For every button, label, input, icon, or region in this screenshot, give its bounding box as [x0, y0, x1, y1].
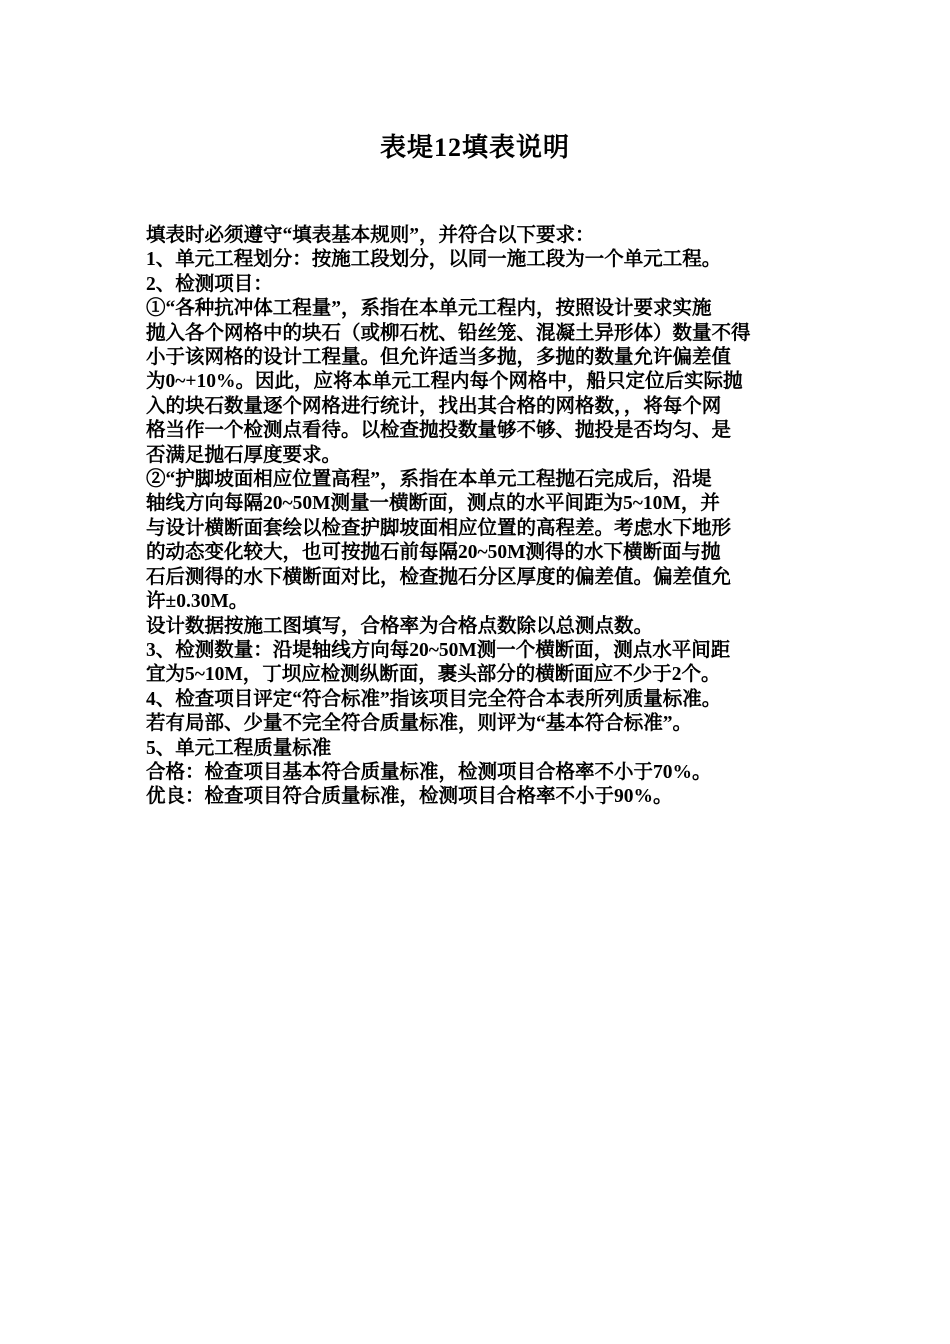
body-line: 为0~+10%。因此，应将本单元工程内每个网格中，船只定位后实际抛 [146, 371, 743, 393]
body-line: 格当作一个检测点看待。以检查抛投数量够不够、抛投是否均匀、是 [146, 420, 732, 442]
body-line: 抛入各个网格中的块石（或柳石枕、铅丝笼、混凝土异形体）数量不得 [146, 322, 751, 344]
body-line: 与设计横断面套绘以检查护脚坡面相应位置的高程差。考虑水下地形 [146, 517, 732, 539]
body-line: 优良：检查项目符合质量标准，检测项目合格率不小于90%。 [146, 786, 673, 808]
body-line: 填表时必须遵守“填表基本规则”，并符合以下要求： [146, 225, 595, 246]
body-line: ①“各种抗冲体工程量”，系指在本单元工程内，按照设计要求实施 [146, 298, 712, 320]
document-title: 表堤12填表说明 [379, 133, 570, 162]
body-line: 4、检查项目评定“符合标准”指该项目完全符合本表所列质量标准。 [146, 688, 722, 710]
body-line: 合格：检查项目基本符合质量标准，检测项目合格率不小于70%。 [146, 761, 712, 783]
body-line: 的动态变化较大，也可按抛石前每隔20~50M测得的水下横断面与抛 [146, 542, 721, 564]
body-line: 石后测得的水下横断面对比，检查抛石分区厚度的偏差值。偏差值允 [146, 566, 732, 588]
body-line: 设计数据按施工图填写，合格率为合格点数除以总测点数。 [146, 615, 654, 637]
body-line: 入的块石数量逐个网格进行统计，找出其合格的网格数，，将每个网 [146, 395, 722, 417]
body-line: 3、检测数量：沿堤轴线方向每20~50M测一个横断面，测点水平间距 [146, 639, 731, 661]
body-line: 小于该网格的设计工程量。但允许适当多抛，多抛的数量允许偏差值 [146, 347, 732, 369]
body-line: 轴线方向每隔20~50M测量一横断面，测点的水平间距为5~10M，并 [146, 493, 720, 515]
body-line: 2、检测项目： [146, 273, 273, 295]
body-line: 5、单元工程质量标准 [146, 737, 332, 759]
body-line: 许±0.30M。 [146, 591, 249, 613]
body-line: 1、单元工程划分：按施工段划分，以同一施工段为一个单元工程。 [146, 249, 722, 271]
body-line: 宜为5~10M，丁坝应检测纵断面，裹头部分的横断面应不少于2个。 [146, 664, 721, 686]
body-line: 否满足抛石厚度要求。 [146, 444, 342, 466]
body-line: ②“护脚坡面相应位置高程”，系指在本单元工程抛石完成后，沿堤 [146, 469, 712, 491]
document-body [146, 224, 818, 810]
body-line: 若有局部、少量不完全符合质量标准，则评为“基本符合标准”。 [146, 713, 693, 735]
